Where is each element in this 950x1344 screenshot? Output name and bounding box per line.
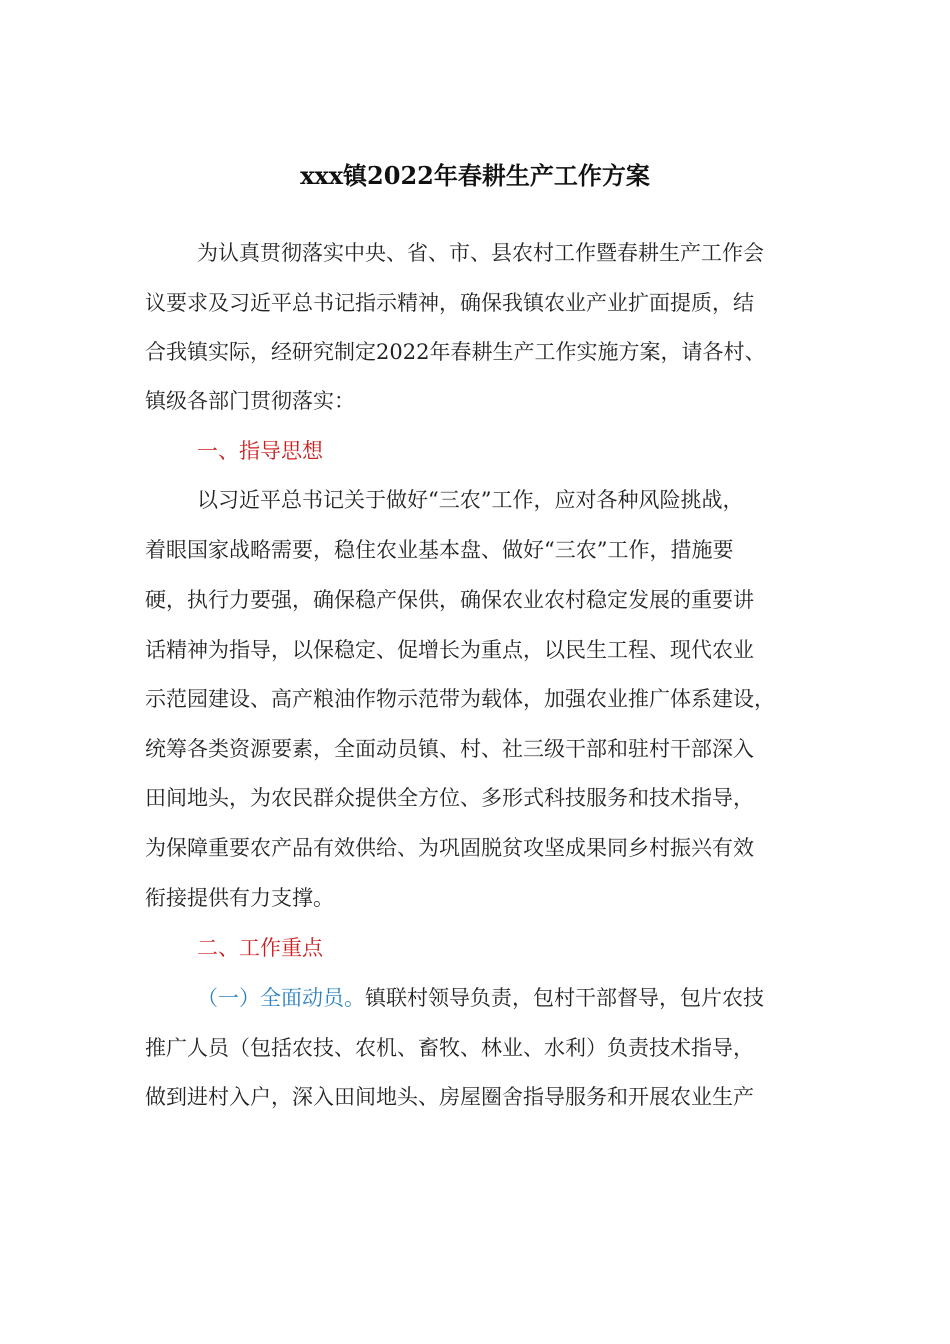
section2-item1-first-line [197, 983, 764, 1013]
section1-line: 话精神为指导，以保稳定、促增长为重点，以民生工程、现代农业 [145, 638, 754, 662]
section1-line: 硬，执行力要强，确保稳产保供，确保农业农村稳定发展的重要讲 [145, 588, 754, 612]
intro-line: 镇级各部门贯彻落实： [145, 389, 355, 413]
item-label-full-mobilization: （一）全面动员。 [197, 986, 365, 1010]
section2-line: 推广人员（包括农技、农机、畜牧、林业、水利）负责技术指导， [145, 1036, 754, 1060]
section2-line: 做到进村入户，深入田间地头、房屋圈舍指导服务和开展农业生产 [145, 1085, 754, 1109]
intro-line: 为认真贯彻落实中央、省、市、县农村工作暨春耕生产工作会 [197, 241, 764, 265]
document-title: xxx镇2022年春耕生产工作方案 [300, 161, 650, 190]
section-heading-guiding-thought: 一、指导思想 [197, 439, 323, 463]
section1-line: 田间地头，为农民群众提供全方位、多形式科技服务和技术指导， [145, 786, 754, 810]
section-heading-work-focus: 二、工作重点 [197, 936, 323, 960]
section1-line: 着眼国家战略需要，稳住农业基本盘、做好“三农”工作，措施要 [145, 538, 734, 562]
intro-line: 议要求及习近平总书记指示精神，确保我镇农业产业扩面提质，结 [145, 291, 754, 315]
section1-line: 为保障重要农产品有效供给、为巩固脱贫攻坚成果同乡村振兴有效 [145, 836, 754, 860]
intro-line: 合我镇实际，经研究制定2022年春耕生产工作实施方案，请各村、 [145, 340, 766, 364]
section1-line: 衔接提供有力支撑。 [145, 886, 334, 910]
item-text: 镇联村领导负责，包村干部督导，包片农技 [365, 986, 764, 1010]
section1-line: 示范园建设、高产粮油作物示范带为载体，加强农业推广体系建设， [145, 687, 775, 711]
section1-line: 以习近平总书记关于做好“三农”工作，应对各种风险挑战， [197, 488, 744, 512]
section1-line: 统筹各类资源要素，全面动员镇、村、社三级干部和驻村干部深入 [145, 737, 754, 761]
